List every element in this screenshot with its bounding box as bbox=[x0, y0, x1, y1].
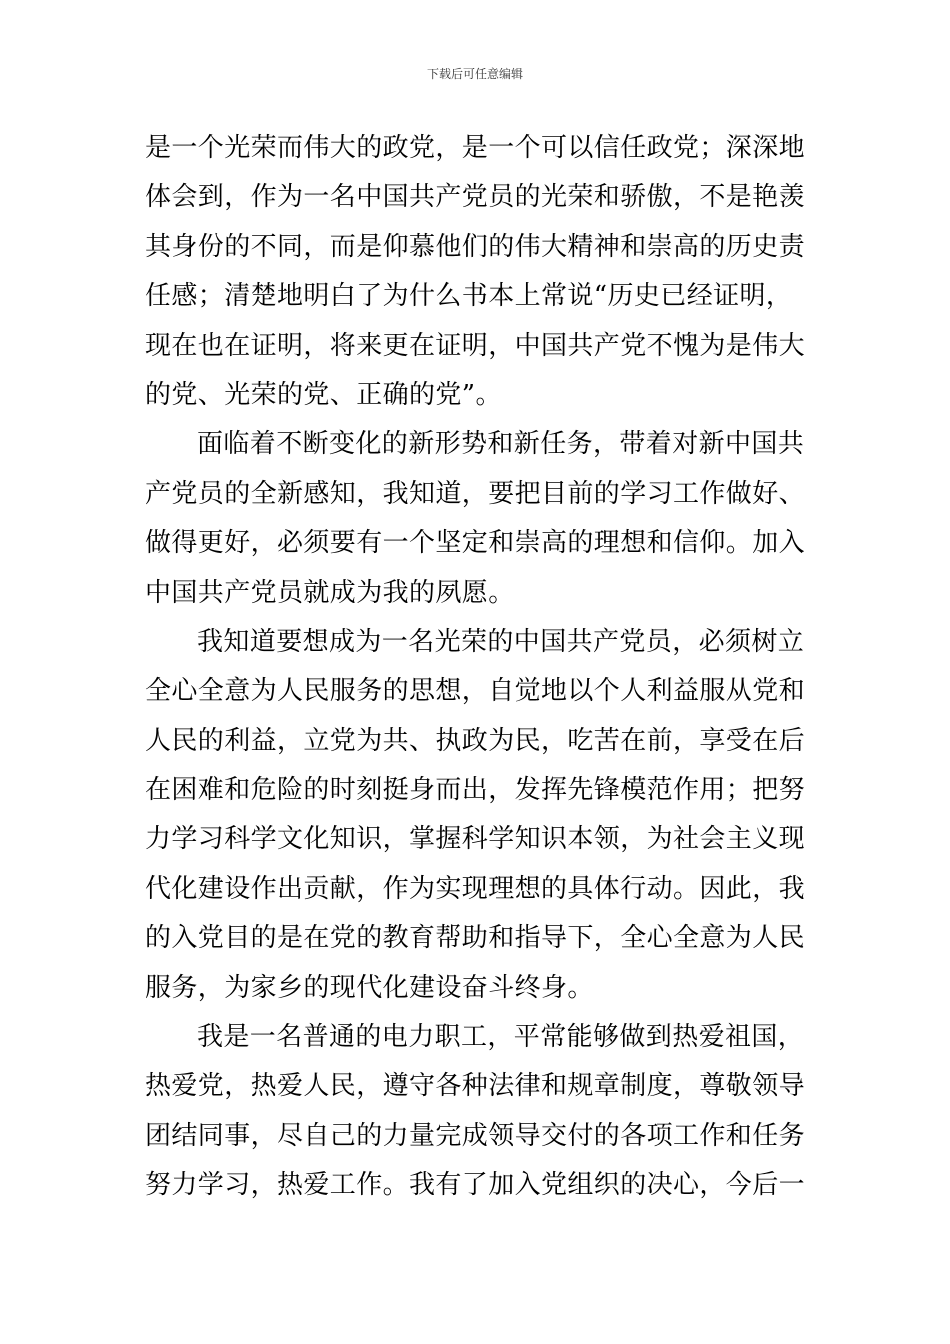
text-line: 力学习科学文化知识，掌握科学知识本领，为社会主义现 bbox=[145, 824, 806, 855]
text-line: 产党员的全新感知，我知道，要把目前的学习工作做好、 bbox=[145, 478, 806, 509]
text-line: 现在也在证明，将来更在证明，中国共产党不愧为是伟大 bbox=[145, 330, 806, 361]
text-line: 人民的利益，立党为共、执政为民，吃苦在前，享受在后 bbox=[145, 725, 806, 756]
text-line: 代化建设作出贡献，作为实现理想的具体行动。因此，我 bbox=[145, 873, 806, 904]
text-line: 做得更好，必须要有一个坚定和崇高的理想和信仰。加入 bbox=[145, 528, 806, 559]
paragraph-first-line: 我知道要想成为一名光荣的中国共产党员，必须树立 bbox=[197, 626, 805, 657]
text-line: 努力学习，热爱工作。我有了加入党组织的决心，今后一 bbox=[145, 1170, 806, 1201]
document-body bbox=[145, 124, 810, 1211]
text-line: 的入党目的是在党的教育帮助和指导下，全心全意为人民 bbox=[145, 923, 806, 954]
paragraph-first-line: 面临着不断变化的新形势和新任务，带着对新中国共 bbox=[197, 429, 805, 460]
paragraph-first-line: 我是一名普通的电力职工，平常能够做到热爱祖国， bbox=[197, 1022, 805, 1053]
text-line: 团结同事，尽自己的力量完成领导交付的各项工作和任务 bbox=[145, 1120, 806, 1151]
text-line: 体会到，作为一名中国共产党员的光荣和骄傲，不是艳羡 bbox=[145, 182, 806, 213]
text-line: 中国共产党员就成为我的夙愿。 bbox=[145, 577, 515, 608]
text-line: 热爱党，热爱人民，遵守各种法律和规章制度，尊敬领导 bbox=[145, 1071, 806, 1102]
text-line: 的党、光荣的党、正确的党”。 bbox=[145, 379, 502, 410]
page-header: 下载后可任意编辑 bbox=[426, 67, 523, 81]
text-line: 在困难和危险的时刻挺身而出，发挥先锋模范作用；把努 bbox=[145, 775, 806, 806]
text-line: 其身份的不同，而是仰慕他们的伟大精神和崇高的历史责 bbox=[145, 231, 806, 262]
text-line: 是一个光荣而伟大的政党，是一个可以信任政党；深深地 bbox=[145, 133, 806, 163]
text-line: 全心全意为人民服务的思想，自觉地以个人利益服从党和 bbox=[145, 676, 806, 707]
text-line: 服务，为家乡的现代化建设奋斗终身。 bbox=[145, 972, 594, 1003]
text-line: 任感；清楚地明白了为什么书本上常说“历史已经证明， bbox=[145, 281, 793, 312]
